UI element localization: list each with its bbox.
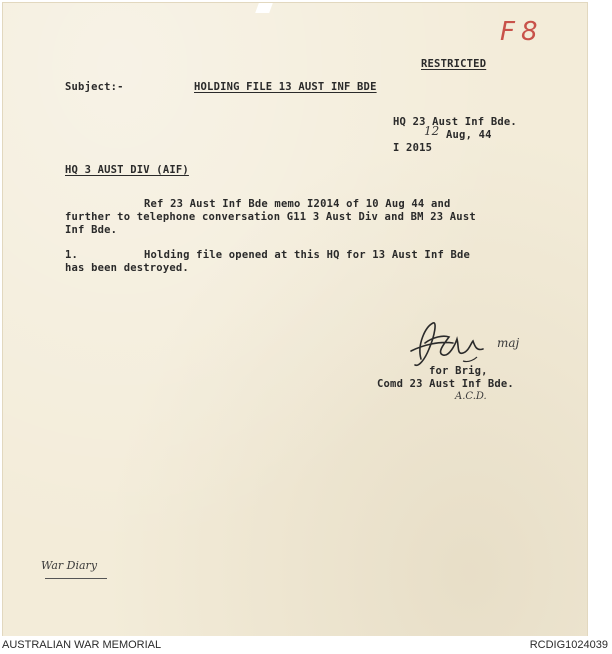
classification-marking: RESTRICTED [421,58,487,70]
date: Aug, 44 [446,129,492,141]
signature-for: for Brig, [429,365,488,377]
paragraph-1-line-2: has been destroyed. [65,262,189,274]
paragraph-1-line-1: Holding file opened at this HQ for 13 Aust Inf Bde [144,249,471,261]
archive-id: RCDIG1024039 [529,639,608,651]
annotation-underline [45,578,107,579]
paragraph-number: 1. [65,249,79,261]
body-line-2: further to telephone conversation G11 3 Aust Div and BM 23 Aust [65,211,476,223]
addressee: HQ 3 AUST DIV (AIF) [65,164,189,176]
file-reference-handwritten: F8 [500,17,544,47]
archive-name: AUSTRALIAN WAR MEMORIAL [2,639,162,651]
document-page [3,3,587,636]
signature-rank: maj [497,336,520,350]
archive-footer [0,636,612,654]
torn-edge [255,3,273,13]
body-line-3: Inf Bde. [65,224,118,236]
body-line-1: Ref 23 Aust Inf Bde memo I2014 of 10 Aug 44 and [144,198,451,210]
date-day-handwritten: 12 [424,124,440,138]
subject-label: Subject:- [65,81,124,93]
reference-number: I 2015 [393,142,433,154]
war-diary-annotation: War Diary [41,559,98,572]
from-unit: HQ 23 Aust Inf Bde. [393,116,517,128]
subject-title: HOLDING FILE 13 AUST INF BDE [194,81,377,93]
signature-initials: A.C.D. [455,391,487,402]
signature-title: Comd 23 Aust Inf Bde. [377,378,514,390]
